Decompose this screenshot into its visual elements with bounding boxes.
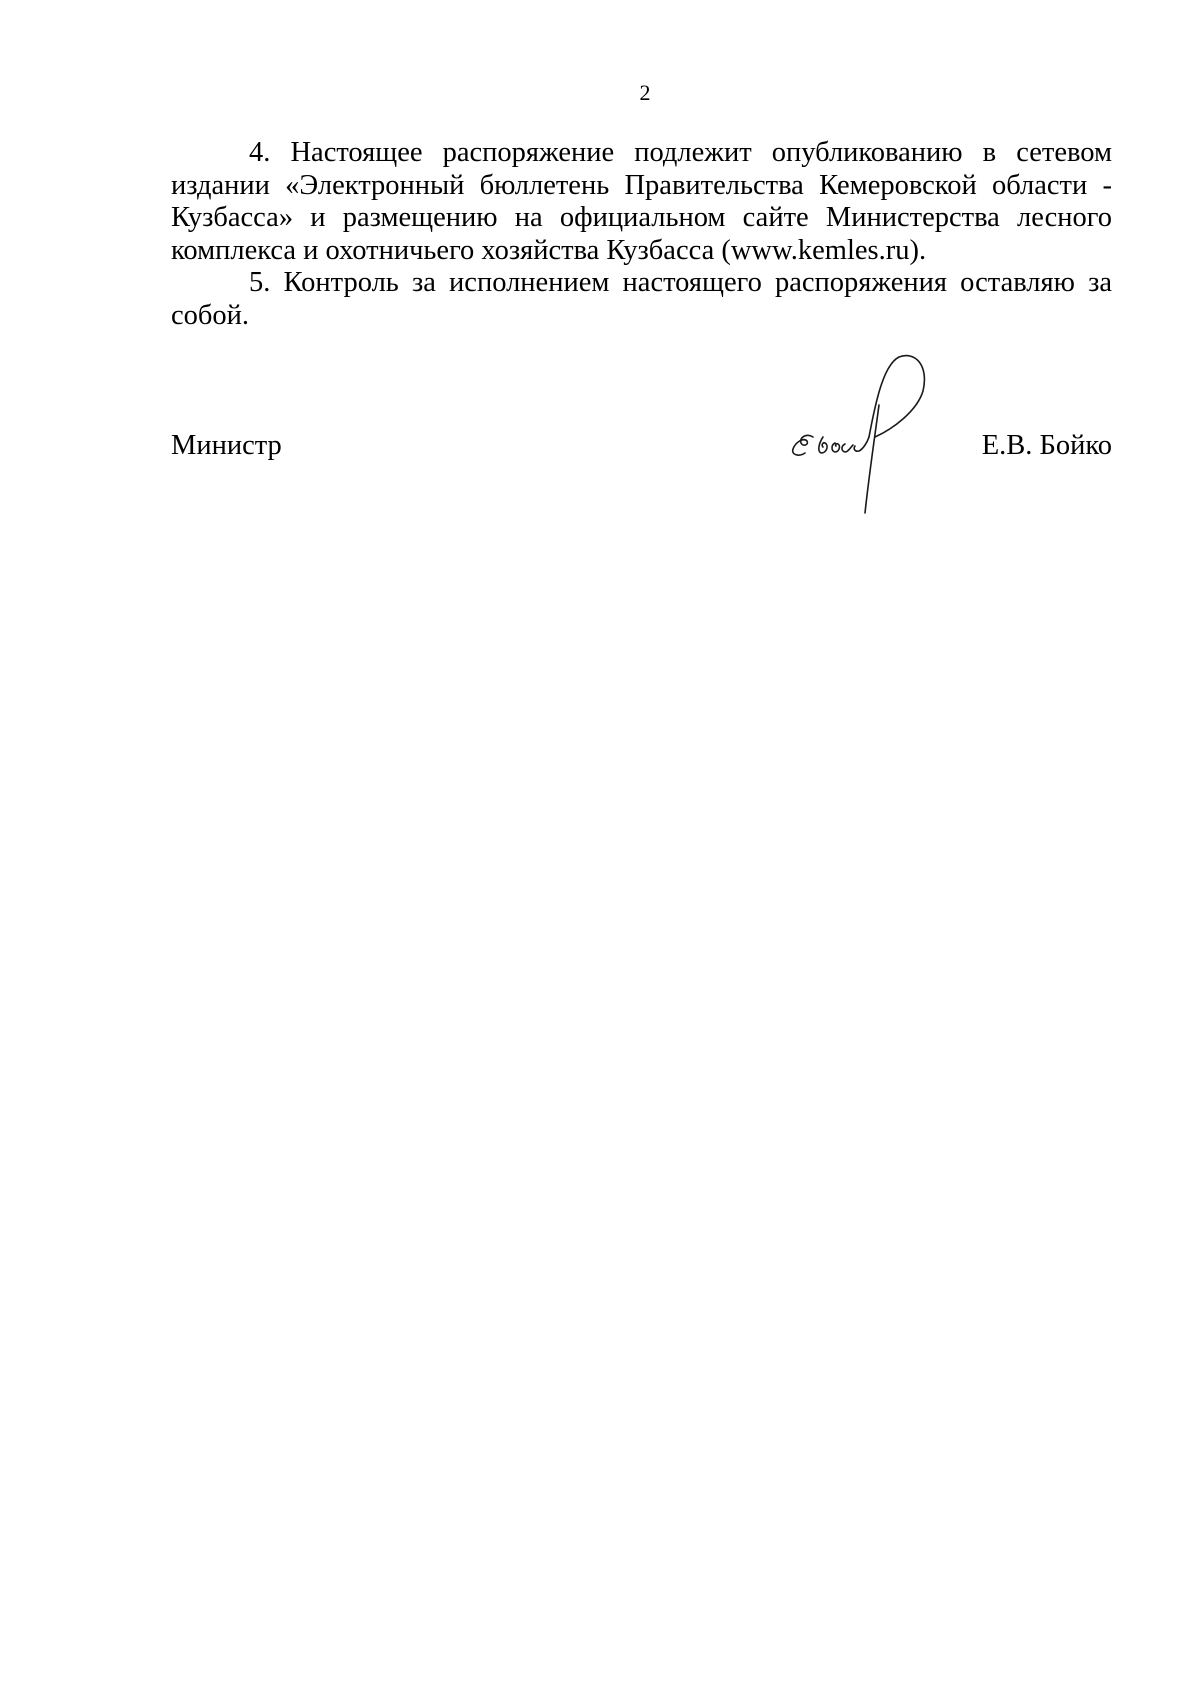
- page-number: 2: [639, 80, 651, 105]
- paragraph-publication: 4. Настоящее распоряжение подлежит опубликованию в сетевом издании «Электронный бюллетень Правительства Кемеровской области - Кузбасса» и размещению на официальном сайте Министерства лесного комплекса и охотничьего хозяйства Кузбасса (www.kemles.ru).: [171, 137, 1112, 266]
- handwritten-signature: [783, 345, 963, 517]
- signature-block: [171, 345, 1112, 515]
- signer-name: Е.В. Бойко: [981, 430, 1112, 461]
- signer-position: Министр: [171, 430, 282, 461]
- document-body: [171, 137, 1112, 332]
- paragraph-control: 5. Контроль за исполнением настоящего распоряжения оставляю за собой.: [171, 267, 1112, 331]
